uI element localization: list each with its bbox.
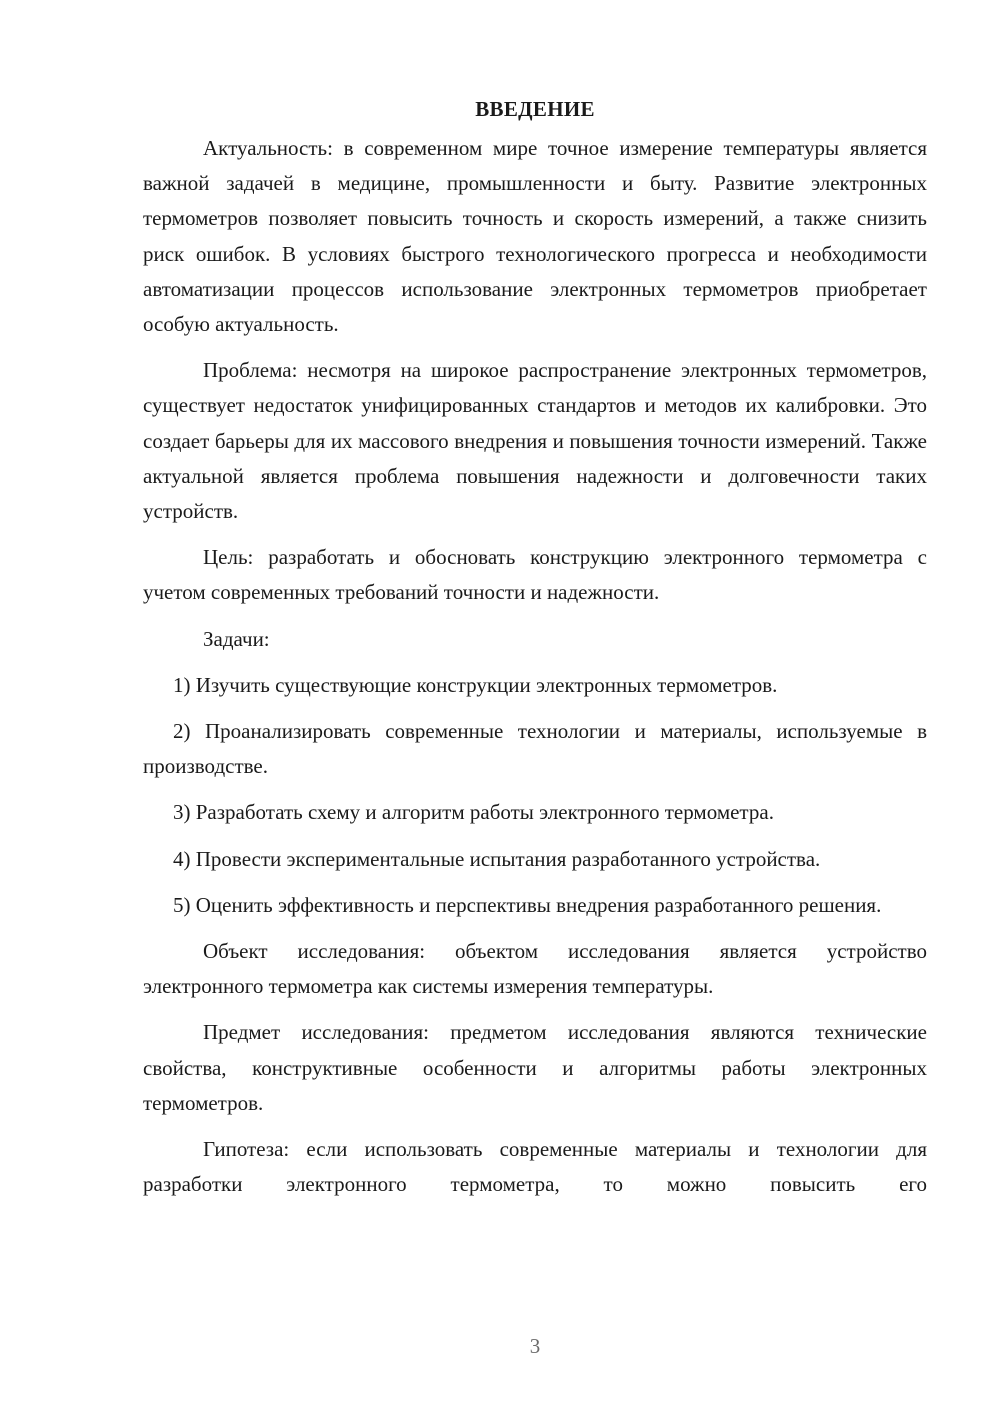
paragraph-tasks-heading: Задачи: [203, 626, 270, 651]
section-title: ВВЕДЕНИЕ [475, 97, 595, 121]
paragraph-problem: Проблема: несмотря на широкое распространение электронных термометров, существует недостаток унифицированных стандартов и методов их калибровки. Это создает барьеры для их массового внедрения и повышения точности измерений. Также актуальной является проблема повышения надежности и долговечности таких устройств. [143, 358, 927, 524]
paragraph-relevance: Актуальность: в современном мире точное измерение температуры является важной задачей в медицине, промышленности и быту. Развитие электронных термометров позволяет повысить точность и скорость измерений, а также снизить риск ошибок. В условиях быстрого технологического прогресса и необходимости автоматизации процессов использование электронных термометров приобретает особую актуальность. [143, 136, 927, 337]
list-item-task-2: 2) Проанализировать современные технологии и материалы, используемые в производстве. [143, 719, 927, 779]
paragraph-goal: Цель: разработать и обосновать конструкцию электронного термометра с учетом современных требований точности и надежности. [143, 545, 927, 605]
paragraph-subject: Предмет исследования: предметом исследования являются технические свойства, конструктивные особенности и алгоритмы работы электронных термометров. [143, 1020, 927, 1115]
list-item-task-4: 4) Провести экспериментальные испытания разработанного устройства. [173, 846, 821, 871]
paragraph-hypothesis: Гипотеза: если использовать современные материалы и технологии для разработки электронного термометра, то можно повысить его [143, 1137, 927, 1197]
paragraph-object: Объект исследования: объектом исследования является устройство электронного термометра как системы измерения температуры. [143, 939, 927, 999]
document-page [143, 92, 927, 1213]
list-item-task-1: 1) Изучить существующие конструкции электронных термометров. [173, 672, 778, 697]
list-item-task-3: 3) Разработать схему и алгоритм работы электронного термометра. [173, 800, 774, 825]
page-number: 3 [529, 1334, 541, 1358]
list-item-task-5: 5) Оценить эффективность и перспективы внедрения разработанного решения. [173, 892, 882, 917]
